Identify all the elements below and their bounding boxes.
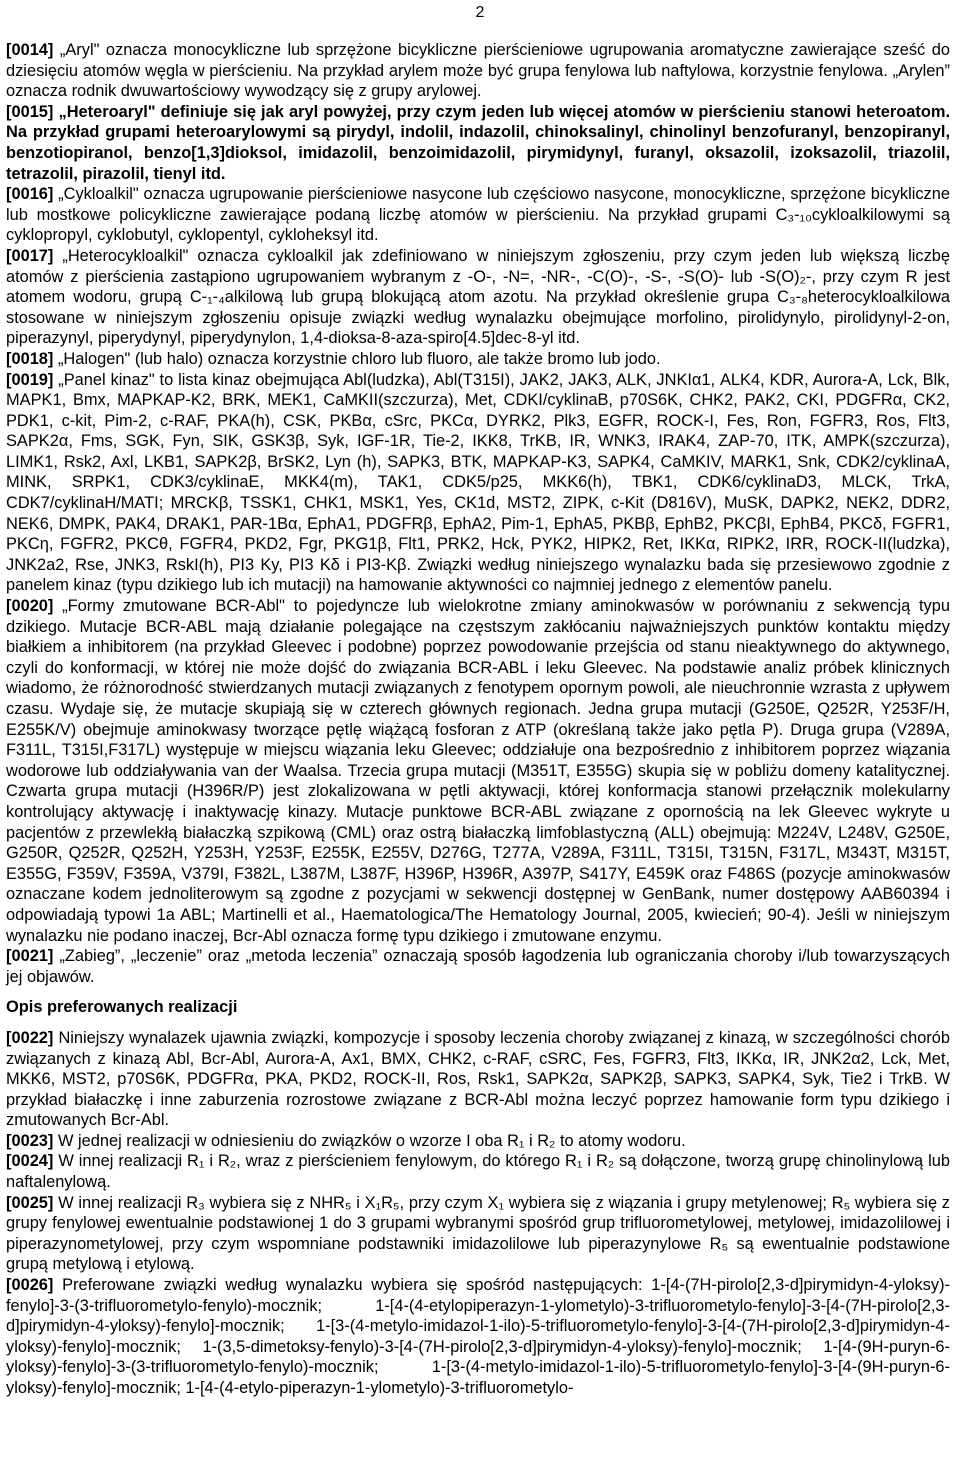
- paragraph-number: [0022]: [6, 1028, 54, 1047]
- paragraph-number: [0025]: [6, 1193, 54, 1212]
- page-number: 2: [475, 4, 485, 21]
- paragraph-text: W innej realizacji R₁ i R₂, wraz z pierścieniem fenylowym, do którego R₁ i R₂ są dołączone, tworzą grupę chinolinylową lub naftalenylową.: [6, 1152, 950, 1192]
- paragraph-number: [0017]: [6, 246, 54, 265]
- paragraph-0022: [6, 1028, 950, 1131]
- paragraph-number: [0023]: [6, 1131, 54, 1150]
- paragraph-text: W jednej realizacji w odniesieniu do związków o wzorze I oba R₁ i R₂ to atomy wodoru.: [53, 1131, 686, 1150]
- paragraph-0026: [6, 1275, 950, 1399]
- paragraph-text: Niniejszy wynalazek ujawnia związki, kompozycje i sposoby leczenia choroby związanej z kinazą, w szczególności chorób związanych z kinazą Abl, Bcr-Abl, Aurora-A, Ax1, BMX, CHK2, c-RAF, cSRC, Fes, FGFR3, Flt3, IKKα, IR, JNK2α2, Lck, Met, MKK6, MST2, p70S6K, PDGFRα, PKA, PKD2, ROCK-II, Ros, Rsk1, SAPK2α, SAPK2β, SAPK3, SAPK4, Syk, Tie2 i TrkB. W przykład białaczkę i inne zaburzenia rozrostowe związane z BCR-Abl można leczyć poprzez hamowanie form typu dzikiego i zmutowanych Bcr-Abl.: [6, 1028, 950, 1130]
- document-body: [6, 40, 950, 1399]
- paragraph-number: [0018]: [6, 349, 54, 368]
- paragraph-text: Preferowane związki według wynalazku wybiera się spośród następujących: 1-[4-(7H-pirolo[2,3-d]pirymidyn-4-yloksy)-fenylo]-3-(3-trifluorometylo-fenylo)-mocznik; 1-[4-(4-etylopiperazyn-1-ylometylo)-3-trifluorometylo-fenylo]-3-[4-(7H-pirolo[2,3-d]pirymidyn-4-yloksy)-fenylo]-mocznik; 1-[3-(4-metylo-imidazol-1-ilo)-5-trifluorometylo-fenylo]-3-[4-(7H-pirolo[2,3-d]pirymidyn-4-yloksy)-fenylo]-mocznik; 1-(3,5-dimetoksy-fenylo)-3-[4-(7H-pirolo[2,3-d]pirymidyn-4-yloksy)-fenylo]-mocznik; 1-[4-(9H-puryn-6-yloksy)-fenylo]-3-(3-trifluorometylo-fenylo)-mocznik; 1-[3-(4-metylo-imidazol-1-ilo)-5-trifluorometylo-fenylo]-3-[4-(9H-puryn-6-yloksy)-fenylo]-mocznik; 1-[4-(4-etylo-piperazyn-1-ylometylo)-3-trifluorometylo-: [6, 1276, 950, 1397]
- paragraph-0017: [6, 246, 950, 349]
- paragraph-text: „Heterocykloalkil" oznacza cykloalkil jak zdefiniowano w niniejszym zgłoszeniu, przy czym jeden lub większą liczbę atomów z pierścienia zastąpiono ugrupowaniem wybranym z -O-, -N=, -NR-, -C(O)-, -S-, -S(O)- lub -S(O)₂-, przy czym R jest atomem wodoru, grupą C-₁-₄alkilową lub grupą blokującą atom azotu. Na przykład określenie grupa C₃-₈heterocykloalkilowa stosowane w niniejszym zgłoszeniu opisuje związki według wynalazku obejmujące morfolino, pirolidynylo, pirolidynyl-2-on, piperazynyl, piperydynyl, piperydynylon, 1,4-dioksa-8-aza-spiro[4.5]dec-8-yl itd.: [6, 246, 950, 348]
- paragraph-text: W innej realizacji R₃ wybiera się z NHR₅ i X₁R₅, przy czym X₁ wybiera się z wiązania i grupy metylenowej; R₅ wybiera się z grupy fenylowej ewentualnie podstawionej 1 do 3 grupami wybranymi spośród grup trifluorometylowej, metylowej, imidazolilowej i piperazynometylowej, przy czym wspomniane podstawniki imidazolilowe lub piperazynylowe R₅ są ewentualnie podstawione grupą metylową i etylową.: [6, 1193, 950, 1274]
- paragraph-0014: [6, 40, 950, 102]
- paragraph-0019: [6, 370, 950, 597]
- paragraph-number: [0015]: [6, 102, 54, 121]
- paragraph-0020: [6, 596, 950, 946]
- paragraph-number: [0026]: [6, 1276, 54, 1295]
- paragraph-0023: [6, 1131, 950, 1152]
- paragraph-number: [0024]: [6, 1152, 54, 1171]
- paragraph-0025: [6, 1193, 950, 1275]
- paragraph-text: „Heteroaryl" definiuje się jak aryl powyżej, przy czym jeden lub więcej atomów w pierścieniu stanowi heteroatom. Na przykład grupami heteroarylowymi są pirydyl, indolil, indazolil, chinoksalinyl, chinolinyl benzofuranyl, benzopiranyl, benzotiopiranol, benzo[1,3]dioksol, imidazolil, benzoimidazolil, pirymidynyl, furanyl, oksazolil, izoksazolil, triazolil, tetrazolil, pirazolil, tienyl itd.: [6, 102, 950, 183]
- paragraph-text: „Aryl" oznacza monocykliczne lub sprzężone bicykliczne pierścieniowe ugrupowania aromatyczne zawierające sześć do dziesięciu atomów węgla w pierścieniu. Na przykład arylem może być grupa fenylowa lub naftylowa, korzystnie fenylowa. „Arylen” oznacza rodnik dwuwartościowy wywodzący się z grupy arylowej.: [6, 41, 950, 101]
- paragraph-text: „Cykloalkil" oznacza ugrupowanie pierścieniowe nasycone lub częściowo nasycone, monocykliczne, sprzężone bicykliczne lub mostkowe policykliczne zawierające podaną liczbę atomów w pierścieniu. Na przykład grupami C₃-₁₀cykloalkilowymi są cyklopropyl, cyklobutyl, cyklopentyl, cykloheksyl itd.: [6, 185, 950, 245]
- paragraph-number: [0019]: [6, 370, 54, 389]
- paragraph-number: [0016]: [6, 185, 54, 204]
- paragraph-text: „Formy zmutowane BCR-Abl" to pojedyncze lub wielokrotne zmiany aminokwasów w porównaniu z sekwencją typu dzikiego. Mutacje BCR-ABL mają działanie polegające na częstszym zakłócaniu najważniejszych punktów kontaktu między białkiem a inhibitorem (na przykład Gleevec i podobne) poprzez powodowanie przejścia od stanu nieaktywnego do aktywnego, czyli do konformacji, w której nie może dojść do związania BCR-ABL i leku Gleevec. Na podstawie analiz próbek klinicznych wiadomo, że różnorodność stwierdzanych mutacji związanych z fenotypem opornym powoli, ale nieuchronnie wzrasta z upływem czasu. Wydaje się, że mutacje skupiają się w czterech głównych regionach. Jedna grupa mutacji (G250E, Q252R, Y253F/H, E255K/V) obejmuje aminokwasy tworzące pętlę wiążącą fosforan z ATP (określaną także jako pętla P). Druga grupa (V289A, F311L, T315I,F317L) występuje w miejscu wiązania leku Gleevec; oddziałuje ona bezpośrednio z inhibitorem poprzez wiązania wodorowe lub oddziaływania van der Waalsa. Trzecia grupa mutacji (M351T, E355G) skupia się w pobliżu domeny katalitycznej. Czwarta grupa mutacji (H396R/P) jest zlokalizowana w pętli aktywacji, której konformacja stanowi przełącznik molekularny kontrolujący aktywację i inaktywację kinazy. Mutacje punktowe BCR-ABL związane z opornością na lek Gleevec wykryte u pacjentów z przewlekłą białaczką szpikową (CML) oraz ostrą białaczką limfoblastyczną (ALL) obejmują: M224V, L248V, G250E, G250R, Q252R, Q252H, Y253H, Y253F, E255K, E255V, D276G, T277A, V289A, F311L, T315I, T315N, F317L, M343T, M315T, E355G, F359V, F359A, V379I, F382L, L387M, L387F, H396P, H396R, A397P, S417Y, E459K oraz F486S (pozycje aminokwasów oznaczane kodem jednoliterowym są zgodne z pozycjami w sekwencji dostępnej w GenBank, numer dostępowy AAB60394 i odpowiadają typowi 1a ABL; Martinelli et al., Haematologica/The Hematology Journal, 2005, kwiecień; 90-4). Jeśli w niniejszym wynalazku nie podano inaczej, Bcr-Abl oznacza formę typu dzikiego i zmutowane enzymu.: [6, 597, 950, 945]
- paragraph-text: „Zabieg”, „leczenie” oraz „metoda leczenia” oznaczają sposób łagodzenia lub ograniczania choroby i/lub towarzyszących jej objawów.: [6, 947, 950, 986]
- paragraph-number: [0021]: [6, 947, 54, 966]
- paragraph-0016: [6, 184, 950, 246]
- paragraph-text: „Panel kinaz" to lista kinaz obejmująca Abl(ludzka), Abl(T315I), JAK2, JAK3, ALK, JNKIα1, ALK4, KDR, Aurora-A, Lck, Blk, MAPK1, Bmx, MAPKAP-K2, BRK, MEK1, CaMKII(szczurza), Met, CDKI/cyklinaB, p70S6K, CHK2, PAK2, CKI, PDGFRα, CK2, PDK1, c-kit, Pim-2, c-RAF, PKA(h), CSK, PKBα, cSrc, PKCα, DYRK2, Plk3, EGFR, ROCK-I, Fes, Ron, FGFR3, Ros, Flt3, SAPK2α, Fms, SGK, Fyn, SIK, GSK3β, Syk, IGF-1R, Tie-2, IKK8, TrKB, IR, WNK3, IRAK4, ZAP-70, ITK, AMPK(szczurza), LIMK1, Rsk2, Axl, LKB1, SAPK2β, BrSK2, Lyn (h), SAPK3, BTK, MAPKAP-K3, SAPK4, CaMKIV, MARK1, Snk, CDK2/cyklinaA, MINK, SRPK1, CDK3/cyklinaE, MKK4(m), TAK1, CDK5/p25, MKK6(h), TBK1, CDK6/cyklinaD3, MLCK, TrkA, CDK7/cyklinaH/MATI; MRCKβ, TSSK1, CHK1, MSK1, Yes, CK1d, MST2, ZIPK, c-Kit (D816V), MuSK, DAPK2, NEK2, DDR2, NEK6, DMPK, PAK4, DRAK1, PAR-1Bα, EphA1, PDGFRβ, EphA2, Pim-1, EphA5, PKBβ, EphB2, PKCβI, EphB4, PKCδ, FGFR1, PKCη, FGFR2, PKCθ, FGFR4, PKD2, Fgr, PKG1β, Flt1, PRK2, Hck, PYK2, HIPK2, Ret, IKKα, RIPK2, IRR, ROCK-II(ludzka), JNK2a2, Rse, JNK3, RskI(h), PI3 Ky, PI3 Kδ i PI3-Kβ. Związki według niniejszego wynalazku bada się przesiewowo zgodnie z panelem kinaz (typu dzikiego lub ich mutacji) na hamowanie aktywności co najmniej jednego z elementów panelu.: [6, 370, 950, 595]
- paragraph-0021: [6, 946, 950, 987]
- paragraph-number: [0020]: [6, 597, 54, 616]
- paragraph-0015: [6, 102, 950, 184]
- paragraph-0018: [6, 349, 950, 370]
- paragraph-0024: [6, 1151, 950, 1192]
- section-heading: Opis preferowanych realizacji: [6, 998, 238, 1017]
- paragraph-number: [0014]: [6, 41, 54, 59]
- paragraph-text: „Halogen" (lub halo) oznacza korzystnie chloro lub fluoro, ale także bromo lub jodo.: [53, 349, 661, 368]
